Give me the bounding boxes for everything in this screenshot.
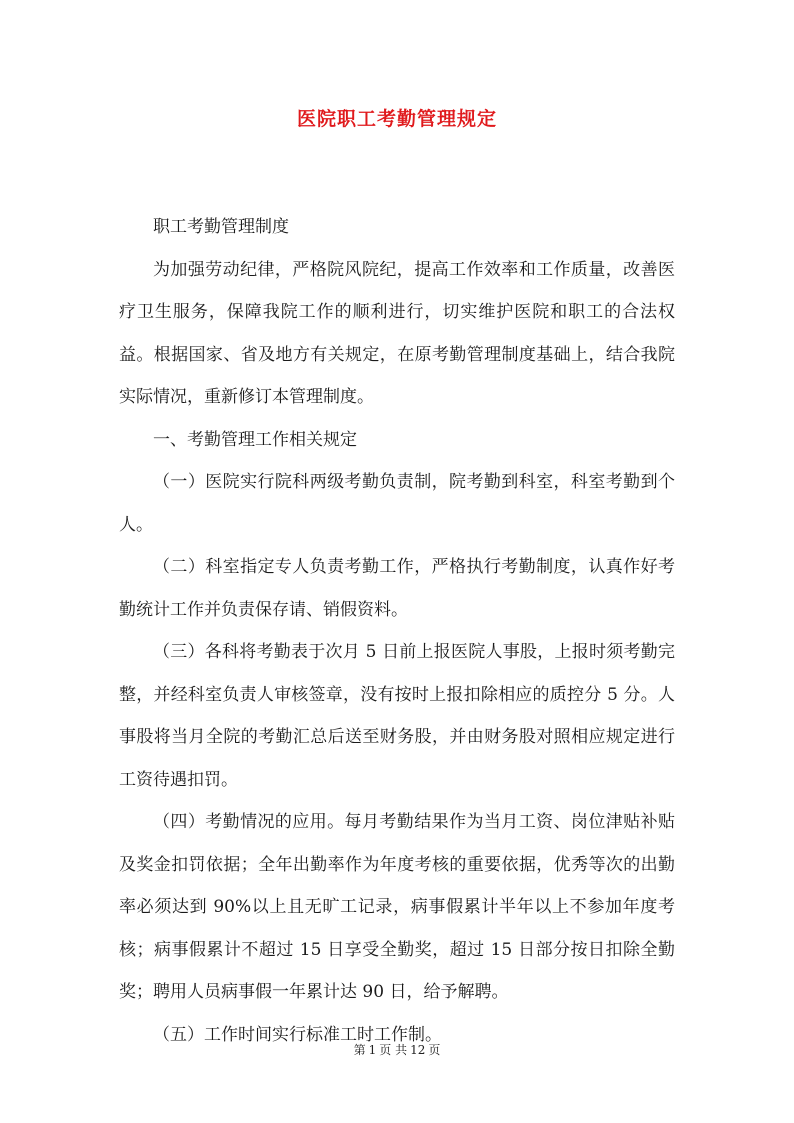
section-heading-1: 一、考勤管理工作相关规定 (153, 429, 357, 450)
paragraph-intro: 为加强劳动纪律，严格院风院纪，提高工作效率和工作质量，改善医疗卫生服务，保障我院工作的顺利进行，切实维护医院和职工的合法权益。根据国家、省及地方有关规定，在原考勤管理制度基础上，结合我院实际情况，重新修订本管理制度。 (119, 259, 675, 407)
document-title: 医院职工考勤管理规定 (296, 108, 497, 130)
clause-4: （四）考勤情况的应用。每月考勤结果作为当月工资、岗位津贴补贴及奖金扣罚依据；全年出勤率作为年度考核的重要依据，优秀等次的出勤率必须达到 90%以上且无旷工记录，病事假累计半年以上不参加年度考核；病事假累计不超过 15 日享受全勤奖，超过 15 日部分按日扣除全勤奖；聘用人员病事假一年累计达 90 日，给予解聘。 (119, 812, 675, 1002)
document-body (119, 206, 675, 1056)
clause-2: （二）科室指定专人负责考勤工作，严格执行考勤制度，认真作好考勤统计工作并负责保存请、销假资料。 (119, 557, 675, 620)
footer-prefix: 第 (353, 1043, 366, 1057)
footer-suffix: 页 (428, 1043, 441, 1057)
page-footer (0, 1041, 794, 1058)
footer-middle: 页 共 (379, 1043, 408, 1057)
footer-total-pages: 12 (410, 1043, 426, 1057)
clause-1: （一）医院实行院科两级考勤负责制，院考勤到科室，科室考勤到个人。 (119, 472, 675, 535)
footer-page-number: 1 (368, 1043, 377, 1057)
clause-3: （三）各科将考勤表于次月 5 日前上报医院人事股，上报时须考勤完整，并经科室负责人审核签章，没有按时上报扣除相应的质控分 5 分。人事股将当月全院的考勤汇总后送至财务股，并由财务股对照相应规定进行工资待遇扣罚。 (119, 642, 675, 790)
section-heading: 职工考勤管理制度 (153, 217, 289, 237)
clause-5: （五）工作时间实行标准工时工作制。 (153, 1024, 442, 1045)
